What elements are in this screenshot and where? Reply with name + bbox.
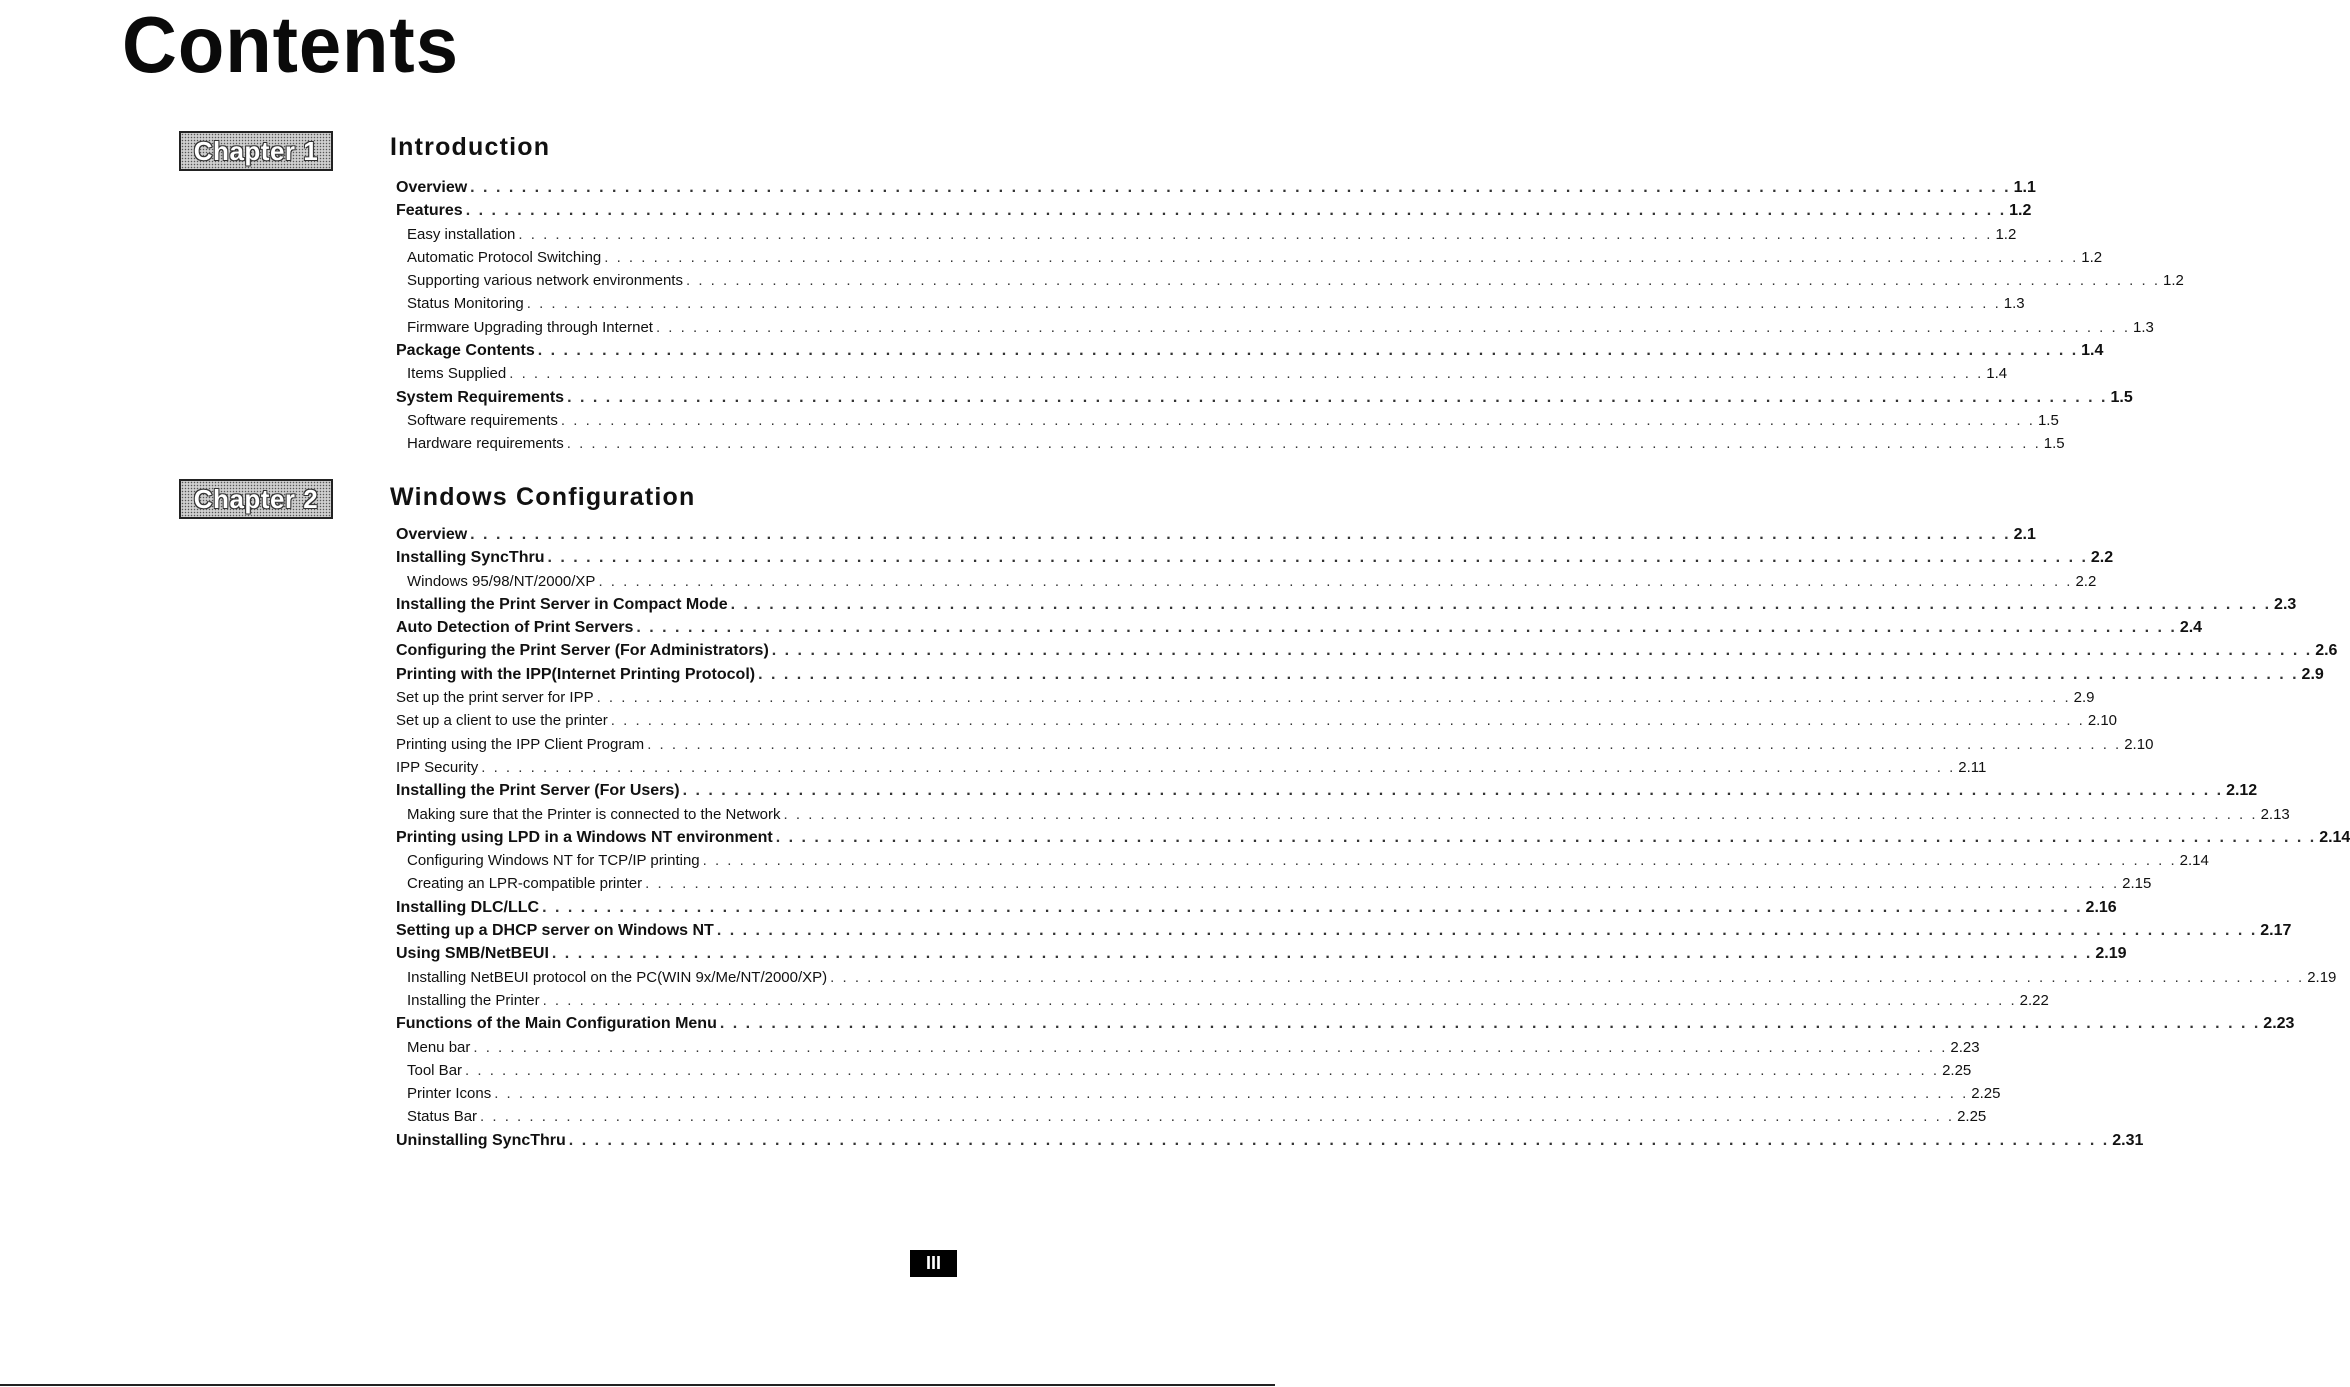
- toc-entry[interactable]: [396, 779, 2258, 802]
- toc-entry-label: Features: [396, 202, 463, 220]
- toc-entry-label: Using SMB/NetBEUI: [396, 945, 549, 963]
- toc-entry[interactable]: [396, 593, 2297, 616]
- toc-entry-label: Items Supplied: [407, 365, 507, 383]
- toc-entry[interactable]: [396, 709, 2118, 732]
- toc-entry-page: 2.14: [2179, 852, 2209, 870]
- dot-leader: . . . . . . . . . . . . . . . . . . . . . . . . . . . . . . . . . . . . . . . . . . . . . . . . . . . . . . . . . . . . . . . . . . . . . . . . . . . . . . . . . . . . . . . . . . . . . . . . . . . . . . . . . . . . . . . . . . . . . . . .: [783, 805, 2258, 823]
- toc-entry[interactable]: [396, 292, 2025, 315]
- toc-entry-label: Configuring the Print Server (For Administrators): [396, 642, 769, 660]
- toc-entry-page: 2.4: [2179, 619, 2203, 637]
- dot-leader: . . . . . . . . . . . . . . . . . . . . . . . . . . . . . . . . . . . . . . . . . . . . . . . . . . . . . . . . . . . . . . . . . . . . . . . . . . . . . . . . . . . . . . . . . . . . . . . . . . . . . . . . . . . . . . . . . . . . . . . .: [719, 1015, 2261, 1033]
- toc-entry-page: 2.11: [1958, 758, 1987, 776]
- toc-entry-page: 2.15: [2122, 875, 2152, 893]
- toc-entry-page: 2.9: [2073, 689, 2095, 707]
- page-title: Contents: [122, 0, 459, 89]
- dot-leader: . . . . . . . . . . . . . . . . . . . . . . . . . . . . . . . . . . . . . . . . . . . . . . . . . . . . . . . . . . . . . . . . . . . . . . . . . . . . . . . . . . . . . . . . . . . . . . . . . . . . . . . . . . . . . . . . . . . . . . . .: [598, 572, 2073, 590]
- toc-entry-label: Status Bar: [407, 1108, 478, 1126]
- toc-entry[interactable]: [396, 942, 2127, 965]
- chapter-2-toc: [396, 523, 2350, 1152]
- dot-leader: . . . . . . . . . . . . . . . . . . . . . . . . . . . . . . . . . . . . . . . . . . . . . . . . . . . . . . . . . . . . . . . . . . . . . . . . . . . . . . . . . . . . . . . . . . . . . . . . . . . . . . . . . . . . . . . . . . . . . . . .: [655, 318, 2130, 336]
- toc-entry-page: 1.4: [2081, 342, 2104, 360]
- toc-entry-page: 2.23: [1950, 1038, 1980, 1056]
- toc-entry[interactable]: [396, 339, 2104, 362]
- toc-entry-label: Printer Icons: [407, 1085, 492, 1103]
- dot-leader: . . . . . . . . . . . . . . . . . . . . . . . . . . . . . . . . . . . . . . . . . . . . . . . . . . . . . . . . . . . . . . . . . . . . . . . . . . . . . . . . . . . . . . . . . . . . . . . . . . . . . . . . . . . . . . . . . . . . . . . .: [567, 388, 2108, 406]
- toc-entry-page: 1.2: [2009, 202, 2032, 220]
- toc-entry-label: Printing using LPD in a Windows NT environment: [396, 828, 773, 846]
- dot-leader: . . . . . . . . . . . . . . . . . . . . . . . . . . . . . . . . . . . . . . . . . . . . . . . . . . . . . . . . . . . . . . . . . . . . . . . . . . . . . . . . . . . . . . . . . . . . . . . . . . . . . . . . . . . . . . . . . . . . . . . .: [830, 968, 2305, 986]
- chapter-1-badge: [179, 131, 333, 171]
- toc-entry[interactable]: [396, 523, 2036, 546]
- toc-entry-label: Installing NetBEUI protocol on the PC(WIN 9x/Me/NT/2000/XP): [407, 968, 828, 986]
- toc-entry-label: Printing with the IPP(Internet Printing Protocol): [396, 665, 756, 683]
- toc-entry-label: Installing the Printer: [407, 991, 540, 1009]
- toc-entry[interactable]: [396, 246, 2103, 269]
- toc-entry-label: Package Contents: [396, 342, 535, 360]
- toc-entry-page: 2.13: [2260, 805, 2290, 823]
- toc-entry[interactable]: [396, 1082, 2001, 1105]
- toc-entry-label: Creating an LPR-compatible printer: [407, 875, 643, 893]
- toc-entry[interactable]: [396, 362, 2008, 385]
- dot-leader: . . . . . . . . . . . . . . . . . . . . . . . . . . . . . . . . . . . . . . . . . . . . . . . . . . . . . . . . . . . . . . . . . . . . . . . . . . . . . . . . . . . . . . . . . . . . . . . . . . . . . . . . . . . . . . . . . . . . . . . .: [568, 1131, 2110, 1149]
- toc-entry-page: 1.2: [2163, 272, 2184, 290]
- toc-entry-page: 1.5: [2110, 388, 2133, 406]
- toc-entry-label: Firmware Upgrading through Internet: [407, 318, 653, 336]
- dot-leader: . . . . . . . . . . . . . . . . . . . . . . . . . . . . . . . . . . . . . . . . . . . . . . . . . . . . . . . . . . . . . . . . . . . . . . . . . . . . . . . . . . . . . . . . . . . . . . . . . . . . . . . . . . . . . . . . . . . . . . . .: [518, 225, 1993, 243]
- toc-entry-label: Supporting various network environments: [407, 272, 683, 290]
- toc-entry[interactable]: [396, 896, 2117, 919]
- toc-entry[interactable]: [396, 919, 2292, 942]
- toc-entry-label: Installing the Print Server in Compact Mode: [396, 595, 728, 613]
- toc-entry[interactable]: [396, 199, 2032, 222]
- chapter-1-badge-label: Chapter 1: [193, 135, 319, 166]
- toc-entry-label: IPP Security: [396, 758, 479, 776]
- toc-entry-page: 1.2: [2081, 248, 2103, 266]
- toc-entry-page: 1.4: [1986, 365, 2008, 383]
- toc-entry-label: Functions of the Main Configuration Menu: [396, 1015, 717, 1033]
- toc-entry[interactable]: [396, 386, 2133, 409]
- toc-entry-page: 1.3: [2003, 295, 2025, 313]
- dot-leader: . . . . . . . . . . . . . . . . . . . . . . . . . . . . . . . . . . . . . . . . . . . . . . . . . . . . . . . . . . . . . . . . . . . . . . . . . . . . . . . . . . . . . . . . . . . . . . . . . . . . . . . . . . . . . . . . . . . . . . . .: [465, 1061, 1940, 1079]
- toc-entry-page: 2.16: [2085, 898, 2117, 916]
- chapter-1-title: Introduction: [390, 133, 551, 161]
- dot-leader: . . . . . . . . . . . . . . . . . . . . . . . . . . . . . . . . . . . . . . . . . . . . . . . . . . . . . . . . . . . . . . . . . . . . . . . . . . . . . . . . . . . . . . . . . . . . . . . . . . . . . . . . . . . . . . . . . . . . . . . .: [596, 689, 2071, 707]
- dot-leader: . . . . . . . . . . . . . . . . . . . . . . . . . . . . . . . . . . . . . . . . . . . . . . . . . . . . . . . . . . . . . . . . . . . . . . . . . . . . . . . . . . . . . . . . . . . . . . . . . . . . . . . . . . . . . . . . . . . . . . . .: [465, 202, 2007, 220]
- toc-entry-page: 2.19: [2095, 945, 2127, 963]
- dot-leader: . . . . . . . . . . . . . . . . . . . . . . . . . . . . . . . . . . . . . . . . . . . . . . . . . . . . . . . . . . . . . . . . . . . . . . . . . . . . . . . . . . . . . . . . . . . . . . . . . . . . . . . . . . . . . . . . . . . . . . . .: [526, 295, 2001, 313]
- toc-entry[interactable]: [396, 663, 2324, 686]
- dot-leader: . . . . . . . . . . . . . . . . . . . . . . . . . . . . . . . . . . . . . . . . . . . . . . . . . . . . . . . . . . . . . . . . . . . . . . . . . . . . . . . . . . . . . . . . . . . . . . . . . . . . . . . . . . . . . . . . . . . . . . . .: [610, 712, 2085, 730]
- toc-entry-page: 2.10: [2087, 712, 2118, 730]
- dot-leader: . . . . . . . . . . . . . . . . . . . . . . . . . . . . . . . . . . . . . . . . . . . . . . . . . . . . . . . . . . . . . . . . . . . . . . . . . . . . . . . . . . . . . . . . . . . . . . . . . . . . . . . . . . . . . . . . . . . . . . . .: [647, 735, 2122, 753]
- toc-entry-label: Auto Detection of Print Servers: [396, 619, 634, 637]
- dot-leader: . . . . . . . . . . . . . . . . . . . . . . . . . . . . . . . . . . . . . . . . . . . . . . . . . . . . . . . . . . . . . . . . . . . . . . . . . . . . . . . . . . . . . . . . . . . . . . . . . . . . . . . . . . . . . . . . . . . . . . . .: [682, 782, 2224, 800]
- toc-entry-label: Setting up a DHCP server on Windows NT: [396, 922, 714, 940]
- toc-entry[interactable]: [396, 1012, 2295, 1035]
- toc-entry-label: Automatic Protocol Switching: [407, 248, 602, 266]
- toc-entry-page: 2.19: [2307, 968, 2337, 986]
- page-number: III: [910, 1250, 957, 1277]
- toc-entry-label: Installing DLC/LLC: [396, 898, 540, 916]
- toc-entry[interactable]: [396, 616, 2203, 639]
- toc-entry[interactable]: [396, 1129, 2144, 1152]
- toc-entry[interactable]: [396, 966, 2337, 989]
- toc-entry-page: 2.22: [2019, 991, 2049, 1009]
- toc-entry-page: 2.2: [2075, 572, 2097, 590]
- dot-leader: . . . . . . . . . . . . . . . . . . . . . . . . . . . . . . . . . . . . . . . . . . . . . . . . . . . . . . . . . . . . . . . . . . . . . . . . . . . . . . . . . . . . . . . . . . . . . . . . . . . . . . . . . . . . . . . . . . . . . . . .: [771, 642, 2313, 660]
- toc-entry-label: Easy installation: [407, 225, 516, 243]
- bottom-rule: [0, 1384, 1275, 1386]
- toc-entry-page: 2.1: [2013, 526, 2036, 543]
- toc-entry[interactable]: [396, 733, 2154, 756]
- toc-entry[interactable]: [396, 872, 2152, 895]
- toc-entry[interactable]: [396, 849, 2209, 872]
- toc-entry-page: 2.23: [2263, 1015, 2295, 1033]
- chapter-1-toc: [396, 176, 2184, 456]
- toc-entry-page: 1.1: [2013, 179, 2036, 196]
- toc-entry[interactable]: [396, 316, 2154, 339]
- toc-entry[interactable]: [396, 570, 2097, 593]
- toc-entry-label: Windows 95/98/NT/2000/XP: [407, 572, 596, 590]
- dot-leader: . . . . . . . . . . . . . . . . . . . . . . . . . . . . . . . . . . . . . . . . . . . . . . . . . . . . . . . . . . . . . . . . . . . . . . . . . . . . . . . . . . . . . . . . . . . . . . . . . . . . . . . . . . . . . . . . . . . . . . . .: [509, 365, 1984, 383]
- toc-entry[interactable]: [396, 176, 2036, 199]
- toc-entry-page: 2.12: [2226, 782, 2258, 800]
- toc-entry-label: Configuring Windows NT for TCP/IP printing: [407, 852, 700, 870]
- dot-leader: . . . . . . . . . . . . . . . . . . . . . . . . . . . . . . . . . . . . . . . . . . . . . . . . . . . . . . . . . . . . . . . . . . . . . . . . . . . . . . . . . . . . . . . . . . . . . . . . . . . . . . . . . . . . . . . . . . . . . . . .: [702, 852, 2177, 870]
- toc-entry-label: Set up a client to use the printer: [396, 712, 608, 730]
- dot-leader: . . . . . . . . . . . . . . . . . . . . . . . . . . . . . . . . . . . . . . . . . . . . . . . . . . . . . . . . . . . . . . . . . . . . . . . . . . . . . . . . . . . . . . . . . . . . . . . . . . . . . . . . . . . . . . . . . . . . . . . .: [551, 945, 2093, 963]
- toc-entry-page: 2.6: [2315, 642, 2338, 660]
- toc-entry[interactable]: [396, 639, 2338, 662]
- dot-leader: . . . . . . . . . . . . . . . . . . . . . . . . . . . . . . . . . . . . . . . . . . . . . . . . . . . . . . . . . . . . . . . . . . . . . . . . . . . . . . . . . . . . . . . . . . . . . . . . . . . . . . . . . . . . . . . . . . . . . . . .: [470, 526, 2011, 543]
- dot-leader: . . . . . . . . . . . . . . . . . . . . . . . . . . . . . . . . . . . . . . . . . . . . . . . . . . . . . . . . . . . . . . . . . . . . . . . . . . . . . . . . . . . . . . . . . . . . . . . . . . . . . . . . . . . . . . . . . . . . . . . .: [730, 595, 2272, 613]
- toc-entry-label: System Requirements: [396, 388, 565, 406]
- dot-leader: . . . . . . . . . . . . . . . . . . . . . . . . . . . . . . . . . . . . . . . . . . . . . . . . . . . . . . . . . . . . . . . . . . . . . . . . . . . . . . . . . . . . . . . . . . . . . . . . . . . . . . . . . . . . . . . . . . . . . . . .: [473, 1038, 1948, 1056]
- toc-entry-label: Overview: [396, 179, 468, 196]
- chapter-2-badge-label: Chapter 2: [193, 483, 319, 514]
- toc-entry-page: 1.2: [1995, 225, 2017, 243]
- toc-entry-page: 2.14: [2319, 828, 2350, 846]
- toc-entry-label: Software requirements: [407, 411, 558, 429]
- toc-entry-page: 2.2: [2090, 549, 2114, 567]
- dot-leader: . . . . . . . . . . . . . . . . . . . . . . . . . . . . . . . . . . . . . . . . . . . . . . . . . . . . . . . . . . . . . . . . . . . . . . . . . . . . . . . . . . . . . . . . . . . . . . . . . . . . . . . . . . . . . . . . . . . . . . . .: [758, 665, 2299, 683]
- dot-leader: . . . . . . . . . . . . . . . . . . . . . . . . . . . . . . . . . . . . . . . . . . . . . . . . . . . . . . . . . . . . . . . . . . . . . . . . . . . . . . . . . . . . . . . . . . . . . . . . . . . . . . . . . . . . . . . . . . . . . . . .: [537, 342, 2079, 360]
- toc-entry-label: Tool Bar: [407, 1061, 463, 1079]
- dot-leader: . . . . . . . . . . . . . . . . . . . . . . . . . . . . . . . . . . . . . . . . . . . . . . . . . . . . . . . . . . . . . . . . . . . . . . . . . . . . . . . . . . . . . . . . . . . . . . . . . . . . . . . . . . . . . . . . . . . . . . . .: [775, 828, 2317, 846]
- toc-entry-label: Menu bar: [407, 1038, 471, 1056]
- toc-entry-page: 2.9: [2301, 665, 2324, 683]
- toc-entry[interactable]: [396, 223, 2017, 246]
- toc-entry-page: 1.5: [2043, 435, 2065, 453]
- toc-entry-label: Printing using the IPP Client Program: [396, 735, 645, 753]
- toc-entry-page: 2.31: [2112, 1131, 2144, 1149]
- toc-entry-label: Installing the Print Server (For Users): [396, 782, 680, 800]
- toc-entry-label: Set up the print server for IPP: [396, 689, 594, 707]
- dot-leader: . . . . . . . . . . . . . . . . . . . . . . . . . . . . . . . . . . . . . . . . . . . . . . . . . . . . . . . . . . . . . . . . . . . . . . . . . . . . . . . . . . . . . . . . . . . . . . . . . . . . . . . . . . . . . . . . . . . . . . . .: [480, 1108, 1955, 1126]
- toc-entry-page: 2.17: [2260, 922, 2292, 940]
- dot-leader: . . . . . . . . . . . . . . . . . . . . . . . . . . . . . . . . . . . . . . . . . . . . . . . . . . . . . . . . . . . . . . . . . . . . . . . . . . . . . . . . . . . . . . . . . . . . . . . . . . . . . . . . . . . . . . . . . . . . . . . .: [560, 411, 2035, 429]
- toc-entry-page: 2.10: [2124, 735, 2154, 753]
- toc-entry[interactable]: [396, 1105, 1987, 1128]
- toc-entry[interactable]: [396, 409, 2059, 432]
- toc-entry-label: Making sure that the Printer is connected to the Network: [407, 805, 781, 823]
- toc-entry-label: Status Monitoring: [407, 295, 524, 313]
- dot-leader: . . . . . . . . . . . . . . . . . . . . . . . . . . . . . . . . . . . . . . . . . . . . . . . . . . . . . . . . . . . . . . . . . . . . . . . . . . . . . . . . . . . . . . . . . . . . . . . . . . . . . . . . . . . . . . . . . . . . . . . .: [566, 435, 2041, 453]
- chapter-2-badge: [179, 479, 333, 519]
- toc-entry[interactable]: [396, 1036, 1980, 1059]
- toc-entry-page: 1.3: [2133, 318, 2154, 336]
- toc-entry-label: Overview: [396, 526, 468, 543]
- toc-entry-page: 1.5: [2037, 411, 2059, 429]
- dot-leader: . . . . . . . . . . . . . . . . . . . . . . . . . . . . . . . . . . . . . . . . . . . . . . . . . . . . . . . . . . . . . . . . . . . . . . . . . . . . . . . . . . . . . . . . . . . . . . . . . . . . . . . . . . . . . . . . . . . . . . . .: [636, 619, 2177, 637]
- toc-entry-label: Hardware requirements: [407, 435, 564, 453]
- toc-entry-page: 2.25: [1957, 1108, 1987, 1126]
- toc-entry[interactable]: [396, 826, 2350, 849]
- dot-leader: . . . . . . . . . . . . . . . . . . . . . . . . . . . . . . . . . . . . . . . . . . . . . . . . . . . . . . . . . . . . . . . . . . . . . . . . . . . . . . . . . . . . . . . . . . . . . . . . . . . . . . . . . . . . . . . . . . . . . . . .: [481, 758, 1956, 776]
- dot-leader: . . . . . . . . . . . . . . . . . . . . . . . . . . . . . . . . . . . . . . . . . . . . . . . . . . . . . . . . . . . . . . . . . . . . . . . . . . . . . . . . . . . . . . . . . . . . . . . . . . . . . . . . . . . . . . . . . . . . . . . .: [494, 1085, 1969, 1103]
- toc-entry[interactable]: [396, 803, 2290, 826]
- toc-entry[interactable]: [396, 686, 2095, 709]
- toc-entry[interactable]: [396, 989, 2049, 1012]
- chapter-2-title: Windows Configuration: [390, 483, 696, 511]
- dot-leader: . . . . . . . . . . . . . . . . . . . . . . . . . . . . . . . . . . . . . . . . . . . . . . . . . . . . . . . . . . . . . . . . . . . . . . . . . . . . . . . . . . . . . . . . . . . . . . . . . . . . . . . . . . . . . . . . . . . . . . . .: [470, 179, 2011, 196]
- toc-entry[interactable]: [396, 269, 2184, 292]
- toc-entry[interactable]: [396, 432, 2065, 455]
- dot-leader: . . . . . . . . . . . . . . . . . . . . . . . . . . . . . . . . . . . . . . . . . . . . . . . . . . . . . . . . . . . . . . . . . . . . . . . . . . . . . . . . . . . . . . . . . . . . . . . . . . . . . . . . . . . . . . . . . . . . . . . .: [716, 922, 2258, 940]
- toc-entry-page: 2.25: [1942, 1061, 1972, 1079]
- toc-entry[interactable]: [396, 546, 2114, 569]
- dot-leader: . . . . . . . . . . . . . . . . . . . . . . . . . . . . . . . . . . . . . . . . . . . . . . . . . . . . . . . . . . . . . . . . . . . . . . . . . . . . . . . . . . . . . . . . . . . . . . . . . . . . . . . . . . . . . . . . . . . . . . . .: [604, 248, 2079, 266]
- dot-leader: . . . . . . . . . . . . . . . . . . . . . . . . . . . . . . . . . . . . . . . . . . . . . . . . . . . . . . . . . . . . . . . . . . . . . . . . . . . . . . . . . . . . . . . . . . . . . . . . . . . . . . . . . . . . . . . . . . . . . . . .: [542, 991, 2017, 1009]
- toc-entry[interactable]: [396, 756, 1987, 779]
- toc-entry[interactable]: [396, 1059, 1972, 1082]
- dot-leader: . . . . . . . . . . . . . . . . . . . . . . . . . . . . . . . . . . . . . . . . . . . . . . . . . . . . . . . . . . . . . . . . . . . . . . . . . . . . . . . . . . . . . . . . . . . . . . . . . . . . . . . . . . . . . . . . . . . . . . . .: [547, 549, 2088, 567]
- dot-leader: . . . . . . . . . . . . . . . . . . . . . . . . . . . . . . . . . . . . . . . . . . . . . . . . . . . . . . . . . . . . . . . . . . . . . . . . . . . . . . . . . . . . . . . . . . . . . . . . . . . . . . . . . . . . . . . . . . . . . . . .: [645, 875, 2120, 893]
- toc-entry-label: Installing SyncThru: [396, 549, 545, 567]
- toc-entry-page: 2.3: [2274, 595, 2297, 613]
- toc-entry-label: Uninstalling SyncThru: [396, 1131, 566, 1149]
- dot-leader: . . . . . . . . . . . . . . . . . . . . . . . . . . . . . . . . . . . . . . . . . . . . . . . . . . . . . . . . . . . . . . . . . . . . . . . . . . . . . . . . . . . . . . . . . . . . . . . . . . . . . . . . . . . . . . . . . . . . . . . .: [542, 898, 2083, 916]
- dot-leader: . . . . . . . . . . . . . . . . . . . . . . . . . . . . . . . . . . . . . . . . . . . . . . . . . . . . . . . . . . . . . . . . . . . . . . . . . . . . . . . . . . . . . . . . . . . . . . . . . . . . . . . . . . . . . . . . . . . . . . . .: [685, 272, 2161, 290]
- toc-entry-page: 2.25: [1971, 1085, 2001, 1103]
